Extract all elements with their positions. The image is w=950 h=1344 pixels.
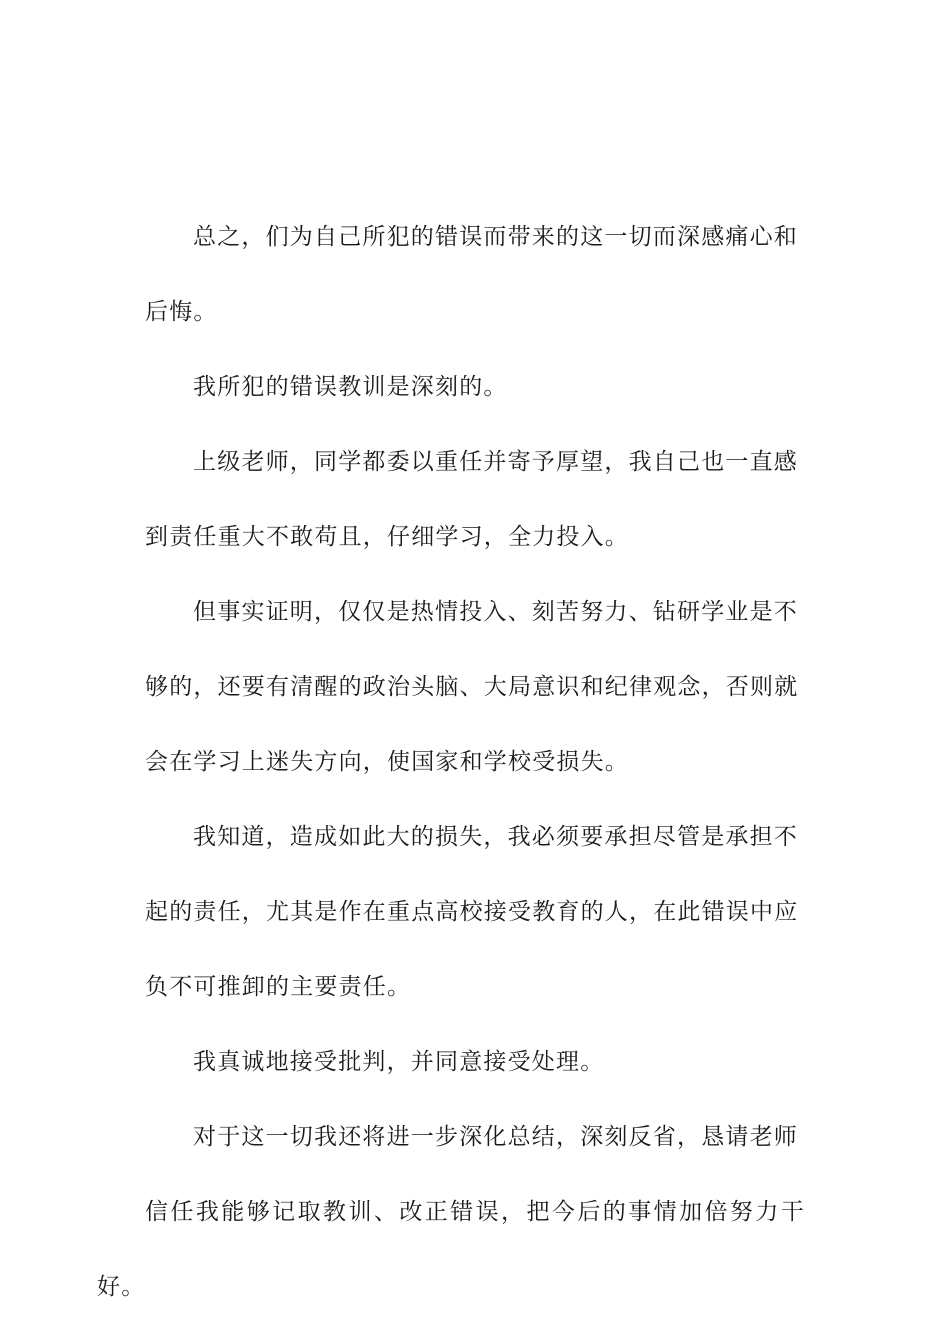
paragraph-line: 上级老师，同学都委以重任并寄予厚望，我自己也一直感 — [193, 449, 798, 475]
paragraph-line: 负不可推卸的主要责任。 — [145, 974, 412, 1000]
paragraph-4 — [145, 575, 805, 800]
paragraph-line: 起的责任，尤其是作在重点高校接受教育的人，在此错误中应 — [145, 899, 799, 925]
paragraph-2 — [145, 350, 805, 425]
document-body — [97, 200, 805, 1325]
paragraph-6 — [145, 1025, 805, 1100]
paragraph-line: 总之，们为自己所犯的错误而带来的这一切而深感痛心和 — [193, 224, 798, 250]
paragraph-line: 信任我能够记取教训、改正错误，把今后的事情加倍努力干好。 — [97, 1199, 805, 1300]
paragraph-line: 对于这一切我还将进一步深化总结，深刻反省，恳请老师 — [193, 1124, 798, 1150]
paragraph-line: 我所犯的错误教训是深刻的。 — [193, 374, 508, 400]
paragraph-line: 我真诚地接受批判，并同意接受处理。 — [193, 1049, 605, 1075]
paragraph-3 — [145, 425, 805, 575]
paragraph-line: 到责任重大不敢苟且，仔细学习，全力投入。 — [145, 524, 629, 550]
paragraph-1 — [145, 200, 805, 350]
paragraph-5 — [145, 800, 805, 1025]
paragraph-line: 但事实证明，仅仅是热情投入、刻苦努力、钻研学业是不 — [193, 599, 798, 625]
paragraph-line: 会在学习上迷失方向，使国家和学校受损失。 — [145, 749, 629, 775]
paragraph-7 — [97, 1100, 805, 1325]
paragraph-line: 我知道，造成如此大的损失，我必须要承担尽管是承担不 — [193, 824, 798, 850]
paragraph-line: 够的，还要有清醒的政治头脑、大局意识和纪律观念，否则就 — [145, 674, 799, 700]
paragraph-line: 后悔。 — [145, 299, 218, 325]
